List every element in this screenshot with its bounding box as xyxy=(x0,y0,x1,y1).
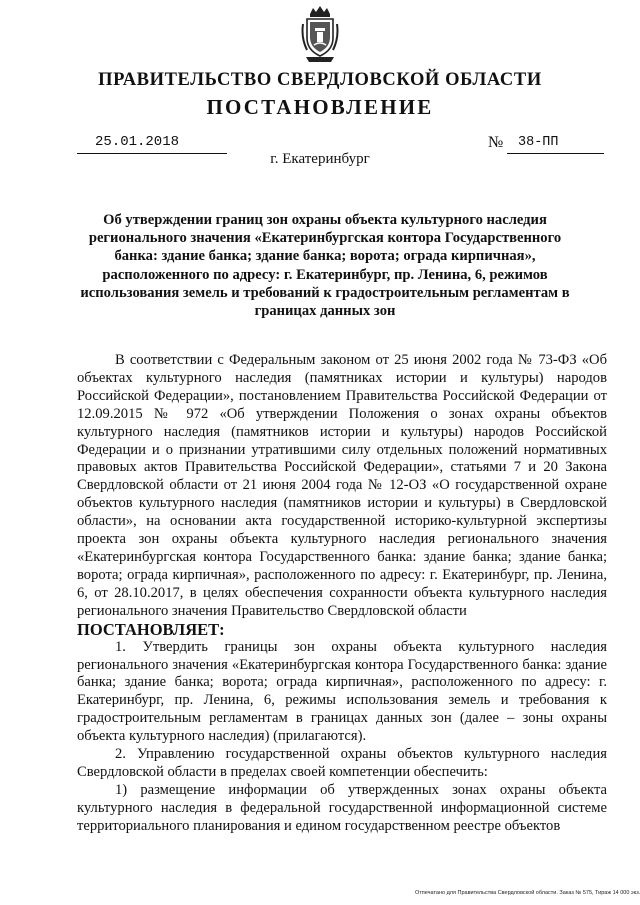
document-number: 38-ПП xyxy=(518,135,559,150)
coat-of-arms-icon xyxy=(300,4,340,64)
preamble-paragraph: В соответствии с Федеральным законом от 25 июня 2002 года № 73-ФЗ «Об объектах культурного наследия (памятниках истории и культуры) народов Российской Федерации», постановлением Правительства Российской Федерации от 12.09.2015 № 972 «Об утверждении Положения о зонах охраны объектов культурного наследия (памятников истории и культуры) народов Российской Федерации и о признании утратившими силу отдельных положений нормативных правовых актов Правительства Российской Федерации», статьями 7 и 20 Закона Свердловской области от 21 июня 2004 года № 12-ОЗ «О государственной охране объектов культурного наследия (памятников истории и культуры) в Свердловской области», на основании акта государственной историко-культурной экспертизы проекта зон охраны объекта культурного наследия регионального значения «Екатеринбургская контора Государственного банка: здание банка; здание банка; ворота; ограда кирпичная», расположенного по адресу: г. Екатеринбург, пр. Ленина, 6, от 28.10.2017, в целях обеспечения сохранности объекта культурного наследия регионального значения Правительство Свердловской области xyxy=(77,352,607,619)
city: г. Екатеринбург xyxy=(270,151,370,167)
number-sign: № xyxy=(488,134,504,151)
document-body xyxy=(77,352,607,836)
document-type: ПОСТАНОВЛЕНИЕ xyxy=(206,95,434,119)
document-date: 25.01.2018 xyxy=(95,134,180,150)
item-2-1-paragraph: 1) размещение информации об утвержденных зонах охраны объекта культурного наследия в федеральной государственной информационной системе территориального планирования и едином государственном реестре объектов xyxy=(77,781,607,834)
decree-heading: ПОСТАНОВЛЯЕТ: xyxy=(77,619,225,639)
item-1-paragraph: 1. Утвердить границы зон охраны объекта культурного наследия регионального значения «Екатеринбургская контора Государственного банка: здание банка; здание банка; ворота; ограда кирпичная», расположенного по адресу: г. Екатеринбург, пр. Ленина, 6, режимы использования земель и требования к градостроительным регламентам в границах данных зон (далее – зоны охраны объекта культурного наследия) (прилагаются). xyxy=(77,638,607,745)
document-title: Об утверждении границ зон охраны объекта культурного наследия регионального значения «Екатеринбургская контора Государственного банка: здание банка; здание банка; ворота; ограда кирпичная», расположенного по адресу: г. Екатеринбург, пр. Ленина, 6, режимов использования земель и требований к градостроительным регламентам в границах данных зон xyxy=(80,212,570,320)
item-2-paragraph: 2. Управлению государственной охраны объектов культурного наследия Свердловской области в пределах своей компетенции обеспечить: xyxy=(77,746,607,780)
print-footer-note: Отпечатано для Правительства Свердловской области. Заказ № 575, Тираж 14 000 экз. xyxy=(415,890,640,896)
organization-name: ПРАВИТЕЛЬСТВО СВЕРДЛОВСКОЙ ОБЛАСТИ xyxy=(98,70,542,90)
